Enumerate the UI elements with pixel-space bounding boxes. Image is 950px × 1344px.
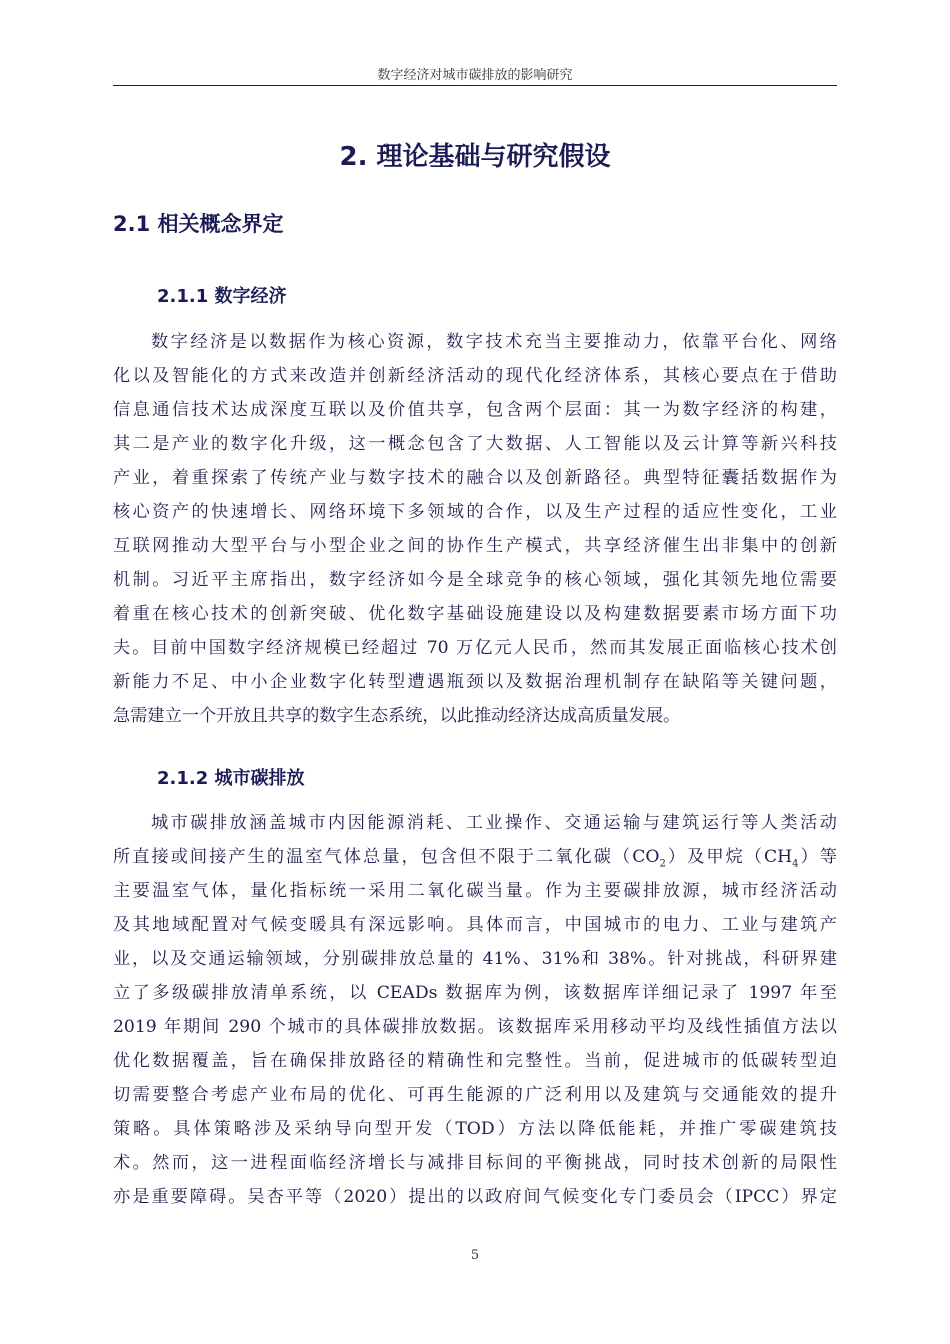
text-line: 亦是重要障碍。吴杏平等（2020）提出的以政府间气候变化专门委员会（IPCC）界定 [113,1187,837,1207]
text-line: 产业，着重探索了传统产业与数字技术的融合以及创新路径。典型特征囊括数据作为 [113,468,837,488]
text-line: 新能力不足、中小企业数字化转型遭遇瓶颈以及数据治理机制存在缺陷等关键问题， [113,672,837,692]
text-line-with-formula [113,840,837,874]
text-line: 业，以及交通运输领域，分别碳排放总量的 41%、31%和 38%。针对挑战，科研界建 [113,949,837,969]
paragraph-digital-economy [113,325,837,733]
section-heading-2-1-2: 2.1.2 城市碳排放 [157,768,305,789]
subscript: 2 [659,858,666,870]
text-line: 互联网推动大型平台与小型企业之间的协作生产模式，共享经济催生出非集中的创新 [113,536,837,556]
text-line: 化以及智能化的方式来改造并创新经济活动的现代化经济体系，其核心要点在于借助 [113,366,837,386]
text-line: 2019 年期间 290 个城市的具体碳排放数据。该数据库采用移动平均及线性插值方法以 [113,1017,837,1037]
page-number: 5 [470,1248,480,1263]
text-line: 其二是产业的数字化升级，这一概念包含了大数据、人工智能以及云计算等新兴科技 [113,434,837,454]
text-line: 信息通信技术达成深度互联以及价值共享，包含两个层面：其一为数字经济的构建， [113,400,837,420]
text-run: 所直接或间接产生的温室气体总量，包含但不限于二氧化碳（CO [113,847,660,867]
text-line: 立了多级碳排放清单系统，以 CEADs 数据库为例，该数据库详细记录了 1997 年至 [113,983,837,1003]
text-line: 城市碳排放涵盖城市内因能源消耗、工业操作、交通运输与建筑运行等人类活动 [151,813,837,833]
text-line: 急需建立一个开放且共享的数字生态系统，以此推动经济达成高质量发展。 [113,706,681,726]
text-line: 切需要整合考虑产业布局的优化、可再生能源的广泛利用以及建筑与交通能效的提升 [113,1085,837,1105]
paragraph-urban-carbon [113,806,837,1214]
text-line: 优化数据覆盖，旨在确保排放路径的精确性和完整性。当前，促进城市的低碳转型迫 [113,1051,837,1071]
text-line: 夫。目前中国数字经济规模已经超过 70 万亿元人民币，然而其发展正面临核心技术创 [113,638,837,658]
text-line: 及其地域配置对气候变暖具有深远影响。具体而言，中国城市的电力、工业与建筑产 [113,915,837,935]
text-line: 术。然而，这一进程面临经济增长与减排目标间的平衡挑战，同时技术创新的局限性 [113,1153,837,1173]
subscript: 4 [792,858,799,870]
running-header: 数字经济对城市碳排放的影响研究 [377,68,573,83]
text-line: 机制。习近平主席指出，数字经济如今是全球竞争的核心领域，强化其领先地位需要 [113,570,837,590]
chapter-title: 2. 理论基础与研究假设 [339,142,611,172]
text-line: 数字经济是以数据作为核心资源，数字技术充当主要推动力，依靠平台化、网络 [151,332,837,352]
section-heading-2-1: 2.1 相关概念界定 [113,212,284,236]
text-line: 主要温室气体，量化指标统一采用二氧化碳当量。作为主要碳排放源，城市经济活动 [113,881,837,901]
text-run: ）及甲烷（CH [665,847,793,867]
section-heading-2-1-1: 2.1.1 数字经济 [157,286,287,307]
header-rule [113,85,837,86]
text-run: ）等 [798,847,838,867]
text-line: 着重在核心技术的创新突破、优化数字基础设施建设以及构建数据要素市场方面下功 [113,604,837,624]
text-line: 策略。具体策略涉及采纳导向型开发（TOD）方法以降低能耗，并推广零碳建筑技 [113,1119,837,1139]
text-line: 核心资产的快速增长、网络环境下多领域的合作，以及生产过程的适应性变化，工业 [113,502,837,522]
